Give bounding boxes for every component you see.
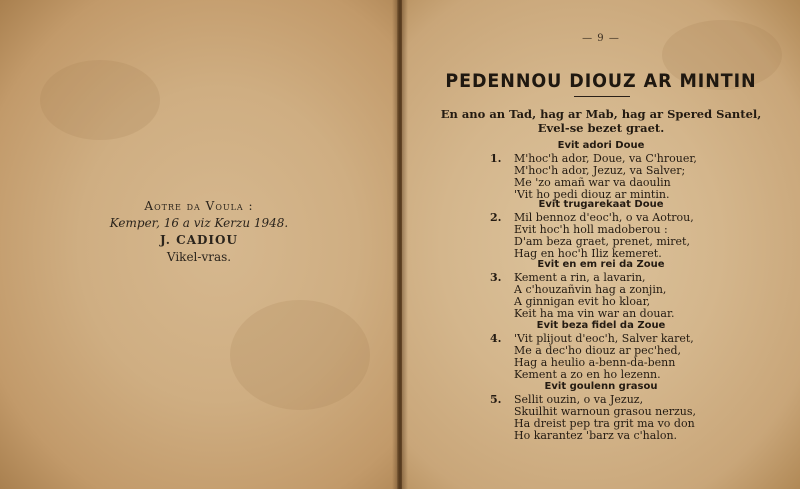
verse-line: Hag a heulio a-benn-da-benn [514,356,676,369]
intro-line: En ano an Tad, hag ar Mab, hag ar Spered Santel, [440,107,762,121]
imprimatur-signatory: J. CADIOU [160,233,238,247]
verse-line: Kement a zo en ho lezenn. [514,368,661,381]
verse-line: Hag en hoc'h Iliz kemeret. [514,247,662,260]
title-divider [574,96,630,97]
imprimatur-heading: Aotre da Voula : [144,199,254,213]
verse-line: Me 'zo amañ war va daoulin [514,176,671,189]
left-page [0,0,398,489]
verse-line: Kement a rin, a lavarin, [514,271,646,284]
right-page [402,0,800,489]
section-heading: Evit en em rei da Zoue [537,259,665,270]
verse-line: Mil bennoz d'eoc'h, o va Aotrou, [514,211,694,224]
stanza-number: 2. [490,211,502,224]
verse-line: Ha dreist pep tra grit ma vo don [514,417,695,430]
verse-line: Me a dec'ho diouz ar pec'hed, [514,344,682,357]
verse-line: Skuilhit warnoun grasou nerzus, [514,405,697,418]
verse-line: M'hoc'h ador, Jezuz, va Salver; [514,164,686,177]
verse-line: A c'houzañvin hag a zonjin, [514,283,667,296]
stanza-number: 3. [490,271,502,284]
stanza-number: 4. [490,332,502,345]
page-title: PEDENNOU DIOUZ AR MINTIN [445,70,757,92]
intro-invocation [402,107,800,135]
verse-line: 'Vit plijout d'eoc'h, Salver karet, [514,332,694,345]
page-number: — 9 — [582,33,620,44]
stanza-number: 1. [490,152,502,165]
verse-line: D'am beza graet, prenet, miret, [514,235,690,248]
section-heading: Evit adori Doue [557,140,645,151]
imprimatur-title: Vikel-vras. [166,250,232,264]
verse-line: Sellit ouzin, o va Jezuz, [514,393,644,406]
section-heading: Evit beza fidel da Zoue [536,320,666,331]
imprimatur-block [0,198,398,266]
section-heading: Evit goulenn grasou [544,381,658,392]
section-heading: Evit trugarekaat Doue [538,199,664,210]
verse-line: A ginnigan evit ho kloar, [514,295,651,308]
verse-line: Keit ha ma vin war an douar. [514,307,675,320]
stanza-number: 5. [490,393,502,406]
book-gutter [392,0,408,489]
verse-line: M'hoc'h ador, Doue, va C'hrouer, [514,152,697,165]
verse-line: Evit hoc'h holl madoberou : [514,223,668,236]
intro-line: Evel-se bezet graet. [537,121,665,135]
paper-stain [230,300,370,410]
imprimatur-date: Kemper, 16 a viz Kerzu 1948. [109,216,289,230]
verse-line: 'Vit ho pedi diouz ar mintin. [514,188,670,201]
verse-line: Ho karantez 'barz va c'halon. [514,429,678,442]
paper-stain [40,60,160,140]
